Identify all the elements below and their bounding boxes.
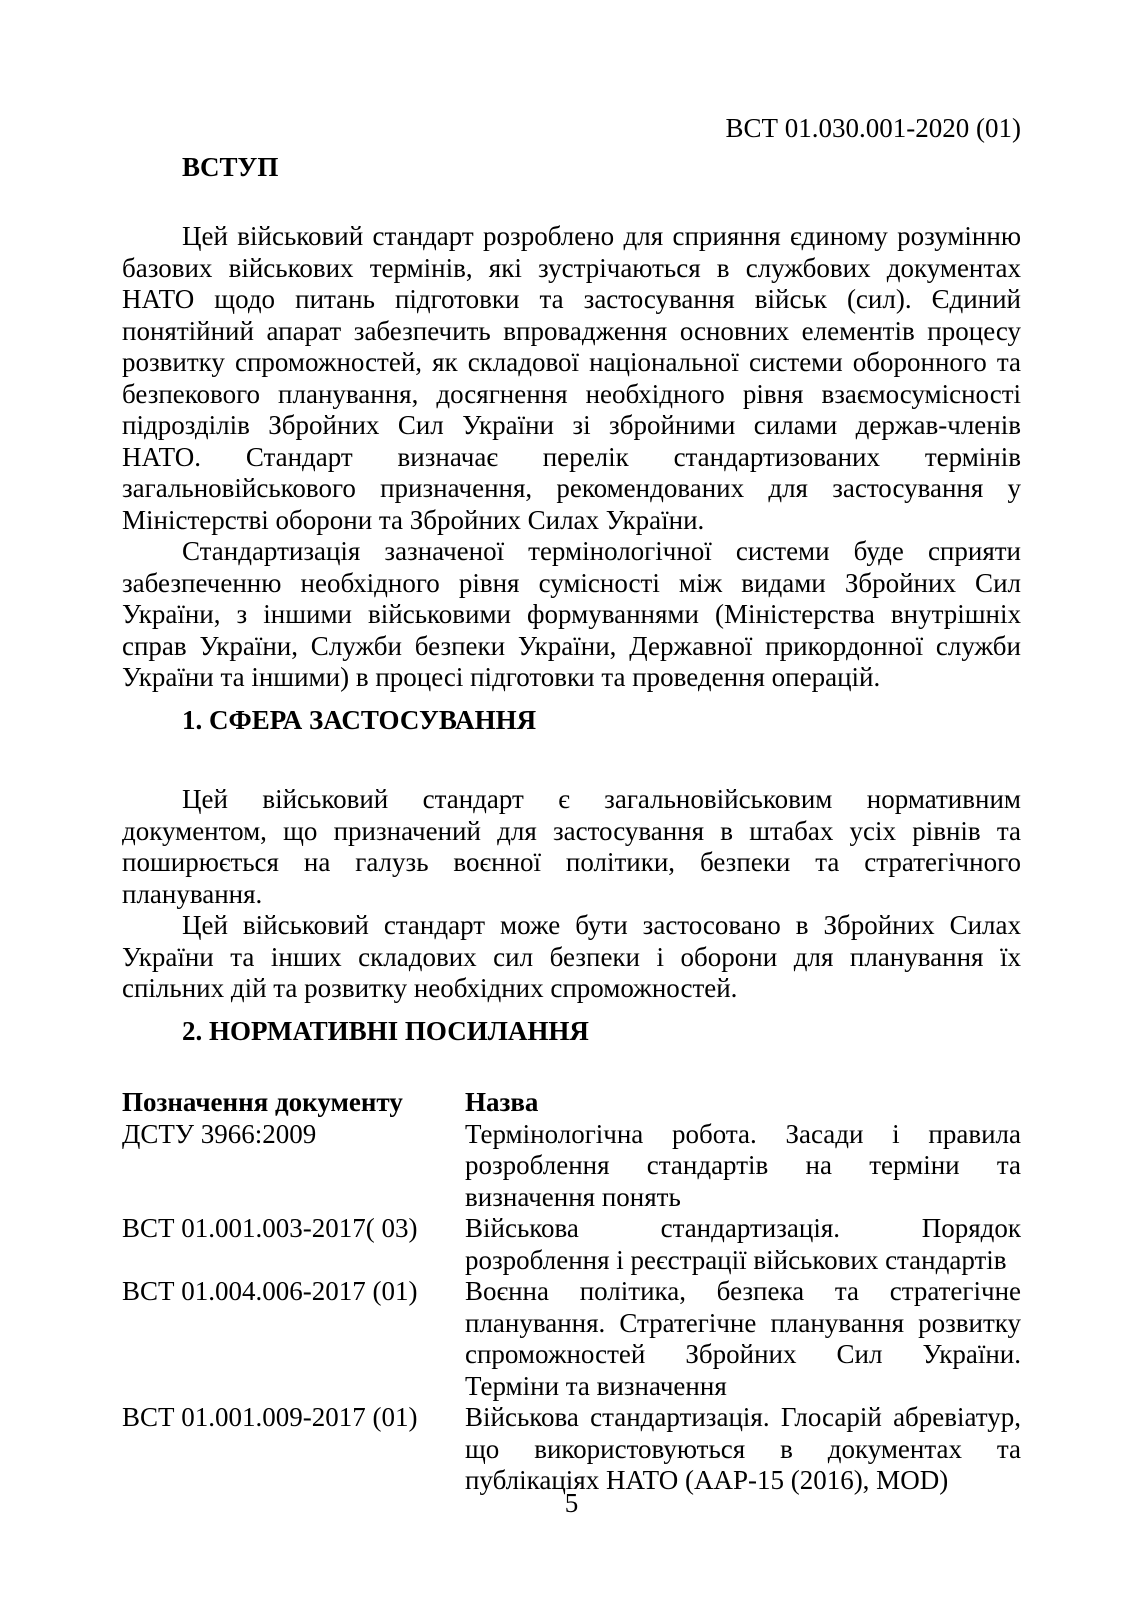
- table-row-code: ДСТУ 3966:2009: [122, 1118, 317, 1149]
- table-row-title: Військова стандартизація. Глосарій абревіатур, що використовуються в документах та публікаціях НАТО (AAP-15 (2016), MOD): [465, 1402, 1021, 1495]
- table-row-title: Воєнна політика, безпека та стратегічне планування. Стратегічне планування розвитку спроможностей Збройних Сил України. Терміни та визначення: [465, 1276, 1021, 1401]
- intro-paragraph-2: Стандартизація зазначеної термінологічної системи буде сприяти забезпеченню необхідного рівня сумісності між видами Збройних Сил України, з іншими військовими формуваннями (Міністерства внутрішніх справ України, Служби безпеки України, Державної прикордонної служби України та іншими) в процесі підготовки та проведення операцій.: [122, 536, 1021, 692]
- references-table-header-name: Назва: [465, 1087, 539, 1117]
- references-section-heading: 2. НОРМАТИВНІ ПОСИЛАННЯ: [182, 1015, 589, 1046]
- scope-paragraph-2: Цей військовий стандарт може бути застосовано в Збройних Силах України та інших складових сил безпеки і оборони для планування їх спільних дій та розвитку необхідних спроможностей.: [122, 910, 1021, 1003]
- table-row-code: ВСТ 01.004.006-2017 (01): [122, 1276, 418, 1306]
- references-table-header-designation: Позначення документу: [122, 1087, 403, 1117]
- intro-paragraph-1: Цей військовий стандарт розроблено для сприяння єдиному розумінню базових військових термінів, які зустрічаються в службових документах НАТО щодо питань підготовки та застосування військ (сил). Єдиний понятійний апарат забезпечить впровадження основних елементів процесу розвитку спроможностей, як складової національної системи оборонного та безпекового планування, досягнення необхідного рівня взаємосумісності підрозділів Збройних Сил України зі збройними силами держав-членів НАТО. Стандарт визначає перелік стандартизованих термінів загальновійськового призначення, рекомендованих для застосування у Міністерстві оборони та Збройних Силах України.: [122, 221, 1021, 535]
- references-table: [122, 1087, 1021, 1497]
- table-row-title: Військова стандартизація. Порядок розроблення і реєстрації військових стандартів: [465, 1213, 1021, 1275]
- table-row-title: Термінологічна робота. Засади і правила розроблення стандартів на терміни та визначення понять: [465, 1118, 1021, 1212]
- intro-heading: ВСТУП: [182, 151, 279, 182]
- table-row-code: ВСТ 01.001.003-2017( 03): [122, 1213, 418, 1243]
- table-row-code: ВСТ 01.001.009-2017 (01): [122, 1402, 418, 1432]
- scope-paragraph-1: Цей військовий стандарт є загальновійськовим нормативним документом, що призначений для застосування в штабах усіх рівнів та поширюється на галузь воєнної політики, безпеки та стратегічного планування.: [122, 784, 1021, 909]
- scope-section-heading: 1. СФЕРА ЗАСТОСУВАННЯ: [182, 704, 537, 735]
- page-number: 5: [564, 1488, 579, 1518]
- document-code-header: ВСТ 01.030.001-2020 (01): [725, 113, 1021, 143]
